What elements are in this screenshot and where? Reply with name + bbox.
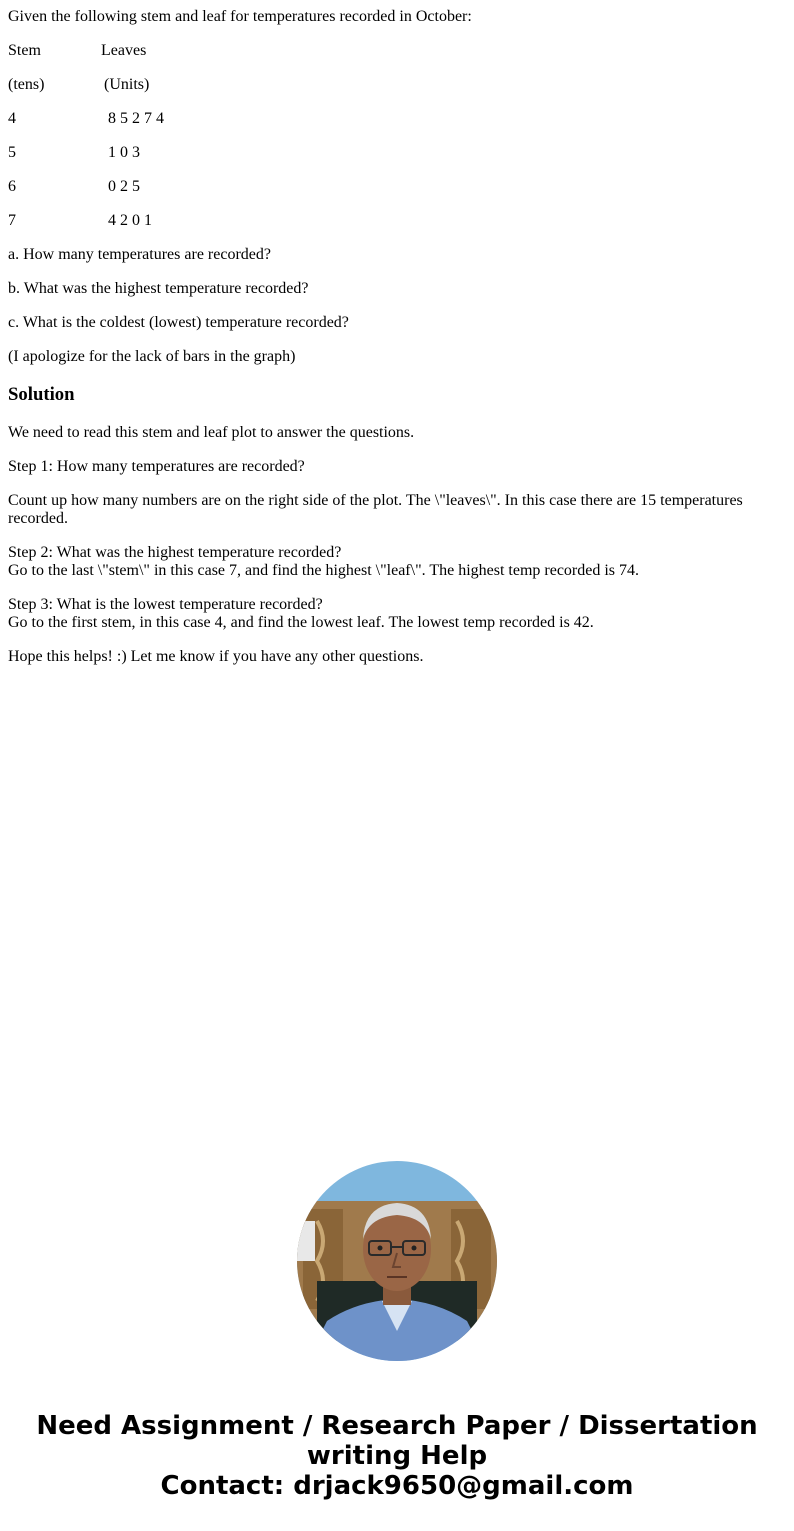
closing-text: Hope this helps! :) Let me know if you have any other questions. [8, 648, 424, 665]
step3-question: Step 3: What is the lowest temperature recorded? [8, 596, 323, 613]
stem-leaf-units-row [8, 76, 786, 94]
step3-answer: Go to the first stem, in this case 4, and find the lowest leaf. The lowest temp recorded is 42. [8, 614, 594, 631]
stem-value: 5 [8, 144, 16, 161]
question-part-b: b. What was the highest temperature recorded? [8, 280, 309, 297]
stem-leaf-row [8, 178, 786, 196]
question-part-c: c. What is the coldest (lowest) temperature recorded? [8, 314, 349, 331]
contact-banner [0, 1411, 794, 1501]
solution-heading: Solution [8, 384, 75, 405]
author-avatar [297, 1161, 497, 1361]
document-body [0, 8, 794, 666]
step2-block [8, 544, 786, 580]
leaves-units: (Units) [104, 76, 150, 93]
leaf-values: 8 5 2 7 4 [108, 110, 164, 127]
solution-intro: We need to read this stem and leaf plot to answer the questions. [8, 424, 415, 441]
author-photo [297, 1161, 497, 1361]
banner-contact-line: Contact: drjack9650@gmail.com [160, 1471, 634, 1501]
step1-answer: Count up how many numbers are on the right side of the plot. The \"leaves\". In this case there are 15 temperatures recorded. [8, 492, 743, 527]
stem-leaf-row [8, 110, 786, 128]
question-intro: Given the following stem and leaf for temperatures recorded in October: [8, 8, 472, 25]
step1-question: Step 1: How many temperatures are recorded? [8, 458, 305, 475]
stem-value: 6 [8, 178, 16, 195]
banner-line-1: Need Assignment / Research Paper / Dissertation [36, 1411, 758, 1441]
stem-leaf-header-row [8, 42, 786, 60]
question-note: (I apologize for the lack of bars in the graph) [8, 348, 296, 365]
leaf-values: 4 2 0 1 [108, 212, 152, 229]
stem-header: Stem [8, 42, 41, 59]
leaf-values: 0 2 5 [108, 178, 140, 195]
leaf-values: 1 0 3 [108, 144, 140, 161]
stem-value: 4 [8, 110, 16, 127]
stem-units: (tens) [8, 76, 45, 93]
stem-leaf-row [8, 212, 786, 230]
leaves-header: Leaves [101, 42, 147, 59]
banner-line-2: writing Help [306, 1441, 488, 1471]
step2-answer: Go to the last \"stem\" in this case 7, and find the highest \"leaf\". The highest temp recorded is 74. [8, 562, 640, 579]
step2-question: Step 2: What was the highest temperature recorded? [8, 544, 342, 561]
step3-block [8, 596, 786, 632]
question-part-a: a. How many temperatures are recorded? [8, 246, 271, 263]
stem-value: 7 [8, 212, 16, 229]
stem-leaf-row [8, 144, 786, 162]
